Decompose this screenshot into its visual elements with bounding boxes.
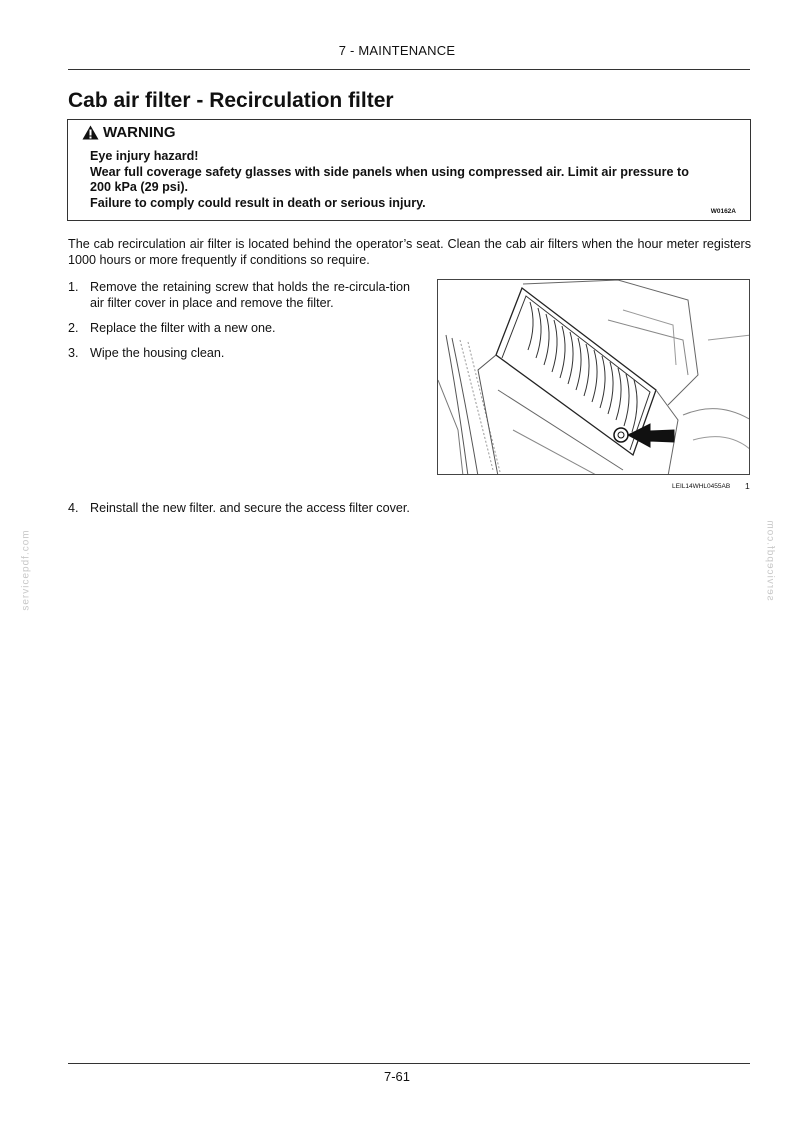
warning-line: Eye injury hazard! [90,149,199,163]
footer-divider [68,1063,750,1064]
warning-line: Failure to comply could result in death or serious injury. [90,195,426,210]
page-number: 7-61 [383,1069,411,1084]
figure-number: 1 [745,481,750,491]
warning-box [67,119,751,221]
page-title: Cab air filter - Recirculation filter [68,89,394,112]
step-text: Wipe the housing clean. [90,346,225,360]
watermark-left: servicepdf.com [20,529,32,611]
list-item [68,279,410,311]
warning-code: W0162A [710,208,736,215]
warning-triangle-icon [82,125,99,140]
step-text: Remove the retaining screw that holds the re-circula-tion air filter cover in place and remove the filter. [90,280,410,310]
step-text: Replace the filter with a new one. [90,321,276,335]
warning-line: Wear full coverage safety glasses with side panels when using compressed air. Limit air pressure to [90,164,689,179]
steps-list [68,279,410,370]
step-number: 3. [68,346,79,360]
warning-text [90,149,740,211]
air-filter-drawing [438,280,750,475]
header-divider [68,69,750,70]
section-header: 7 - MAINTENANCE [338,43,456,58]
list-item [68,500,410,516]
warning-heading: WARNING [103,124,176,141]
filter-illustration [437,279,750,475]
warning-line: 200 kPa (29 psi). [90,180,189,194]
figure-caption: LEIL14WHL0455AB [672,483,731,490]
warning-header [82,124,176,141]
list-item [68,345,410,361]
step-text: Reinstall the new filter. and secure the access filter cover. [90,501,410,515]
list-item [68,320,410,336]
step-number: 2. [68,321,79,335]
step-number: 1. [68,280,79,294]
intro-paragraph: The cab recirculation air filter is located behind the operator’s seat. Clean the cab air filters when the hour meter registers 1000 hours or more frequently if conditions so require. [68,237,751,267]
step-number: 4. [68,501,79,515]
watermark-right: servicepdf.com [764,519,776,601]
